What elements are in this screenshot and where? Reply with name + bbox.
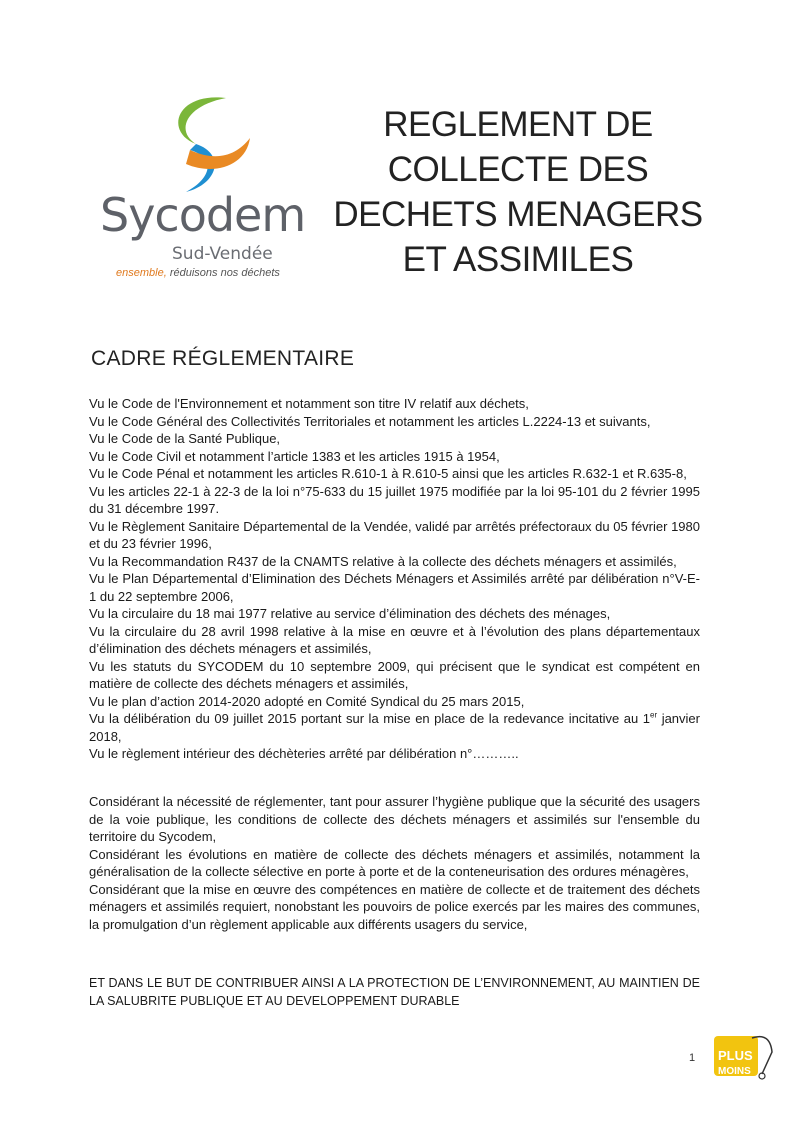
reference-item: Vu le plan d’action 2014-2020 adopté en Comité Syndical du 25 mars 2015, xyxy=(89,693,525,709)
reference-item: Vu le règlement intérieur des déchèteries arrêté par délibération n°……….. xyxy=(89,746,519,761)
reference-item: Vu le Plan Départemental d’Elimination des Déchets Ménagers et Assimilés arrêté par délibération n°V-E-1 du 22 septembre 2006, xyxy=(89,571,700,604)
reference-item: Vu le Code de l'Environnement et notamment son titre IV relatif aux déchets, xyxy=(89,396,529,411)
reference-item: Vu la circulaire du 28 avril 1998 relative à la mise en œuvre et à l’évolution des plans départementaux d’élimination des déchets ménagers et assimilés, xyxy=(89,623,700,656)
deliberation-superscript: er xyxy=(650,710,658,720)
logo-tagline xyxy=(116,267,280,279)
stamp-word-plus: PLUS xyxy=(718,1048,753,1063)
reference-item-deliberation xyxy=(89,710,700,745)
reference-item: Vu le Code Pénal et notamment les articles R.610-1 à R.610-5 ainsi que les articles R.632-1 et R.635-8, xyxy=(89,466,687,481)
logo-brand-name: Sycodem xyxy=(100,188,306,242)
title-line-4: ET ASSIMILES xyxy=(402,240,634,279)
reference-item: Vu le Code Général des Collectivités Territoriales et notamment les articles L.2224-13 et suivants, xyxy=(89,413,651,429)
deliberation-text-b: janvier 2018, xyxy=(89,711,700,744)
conclusion-paragraph: ET DANS LE BUT DE CONTRIBUER AINSI A LA PROTECTION DE L’ENVIRONNEMENT, AU MAINTIEN DE LA SALUBRITE PUBLIQUE ET AU DEVELOPPEMENT DURABLE xyxy=(89,976,700,1008)
document-title xyxy=(318,102,718,282)
consideration-item: Considérant que la mise en œuvre des compétences en matière de collecte et de traitement des déchets ménagers et assimilés requiert, nonobstant les pouvoirs de police exercés par les maires des communes, la promulgation d’un règlement applicable aux différents usagers du service, xyxy=(89,881,700,932)
title-line-1: REGLEMENT DE xyxy=(383,105,653,144)
stamp-word-moins: MOINS xyxy=(718,1066,751,1077)
plus-moins-stamp xyxy=(700,1030,776,1082)
title-line-2: COLLECTE DES xyxy=(387,150,649,189)
logo-swirl-icon xyxy=(156,92,256,202)
logo-subtitle: Sud-Vendée xyxy=(172,244,273,264)
sycodem-logo xyxy=(100,92,310,292)
reference-item: Vu les statuts du SYCODEM du 10 septembre 2009, qui précisent que le syndicat est compétent en matière de collecte des déchets ménagers et assimilés, xyxy=(89,658,700,691)
reference-item: Vu les articles 22-1 à 22-3 de la loi n°75-633 du 15 juillet 1975 modifiée par la loi 95-101 du 2 février 1995 du 31 décembre 1997. xyxy=(89,483,700,516)
reference-item: Vu le Code de la Santé Publique, xyxy=(89,431,281,446)
page-number: 1 xyxy=(689,1052,696,1064)
reference-item: Vu le Règlement Sanitaire Départemental de la Vendée, validé par arrêtés préfectoraux du 05 février 1980 et du 23 février 1996, xyxy=(89,518,700,551)
consideration-item: Considérant la nécessité de réglementer, tant pour assurer l’hygiène publique que la sécurité des usagers de la voie publique, les conditions de collecte des déchets ménagers et assimilés sur l'ensemble du territoire du Sycodem, xyxy=(89,794,700,844)
tagline-accent: ensemble, xyxy=(116,267,167,279)
stamp-graphic-icon xyxy=(700,1030,776,1082)
references-list xyxy=(89,395,700,763)
reference-item: Vu la Recommandation R437 de la CNAMTS relative à la collecte des déchets ménagers et assimilés, xyxy=(89,553,677,569)
consideration-item: Considérant les évolutions en matière de collecte des déchets ménagers et assimilés, notamment la généralisation de la collecte sélective en porte à porte et de la conteneurisation des ordures ménagères, xyxy=(89,846,700,879)
reference-item: Vu la circulaire du 18 mai 1977 relative au service d’élimination des déchets des ménages, xyxy=(89,606,611,621)
considerations-list xyxy=(89,793,700,933)
tagline-rest: réduisons nos déchets xyxy=(166,267,280,279)
deliberation-text-a: Vu la délibération du 09 juillet 2015 portant sur la mise en place de la redevance incitative au 1 xyxy=(89,711,651,726)
section-heading: CADRE RÉGLEMENTAIRE xyxy=(91,347,355,370)
title-line-3: DECHETS MENAGERS xyxy=(333,195,703,234)
reference-item: Vu le Code Civil et notamment l’article 1383 et les articles 1915 à 1954, xyxy=(89,448,500,464)
